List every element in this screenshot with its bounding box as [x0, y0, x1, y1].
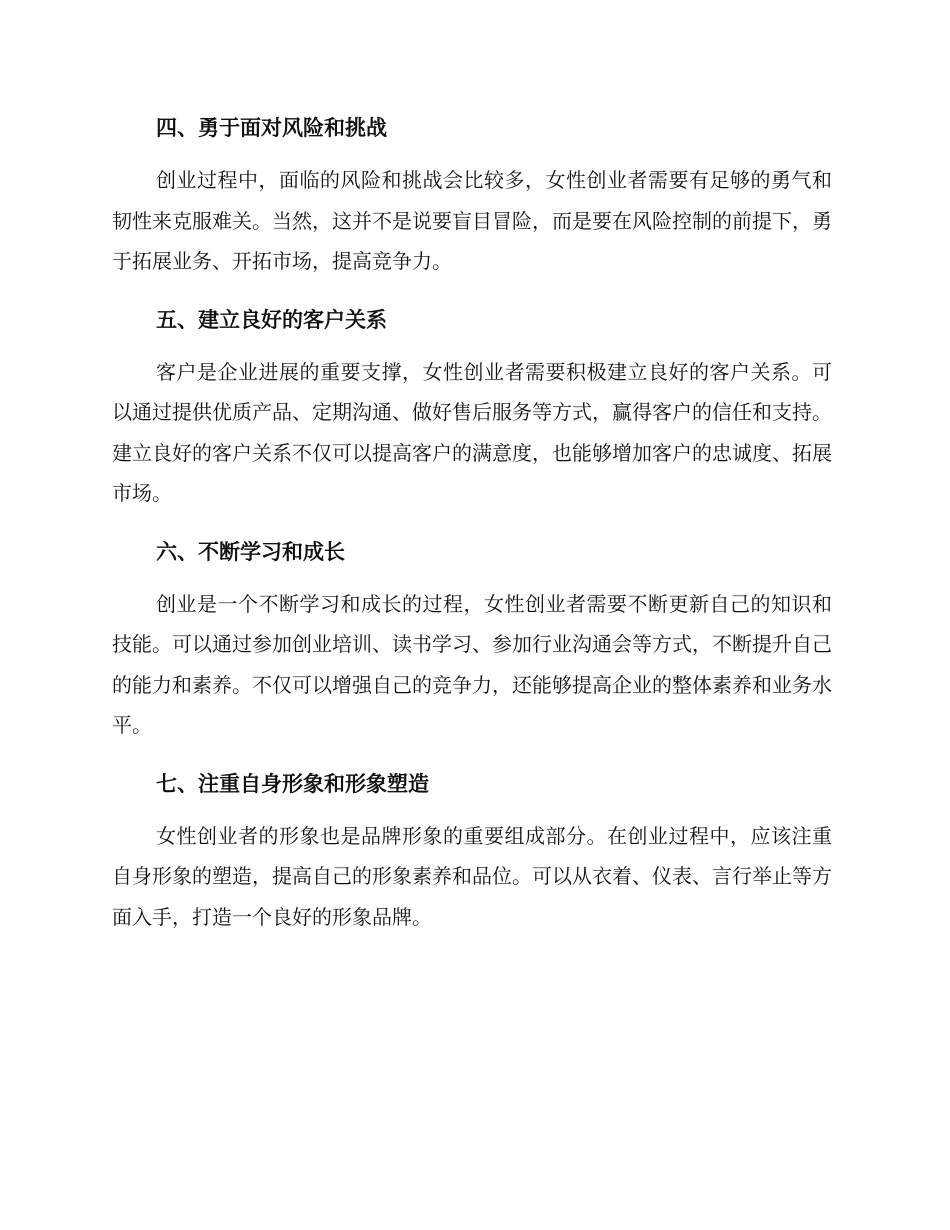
section-paragraph: 创业是一个不断学习和成长的过程，女性创业者需要不断更新自己的知识和技能。可以通过参加创业培训、读书学习、参加行业沟通会等方式，不断提升自己的能力和素养。不仅可以增强自己的竞争力，还能够提高企业的整体素养和业务水平。 [112, 591, 832, 737]
document-body [112, 108, 832, 955]
section-heading: 七、注重自身形象和形象塑造 [156, 771, 429, 796]
section-heading: 五、建立良好的客户关系 [156, 307, 387, 332]
section-heading: 四、勇于面对风险和挑战 [156, 116, 387, 140]
section-paragraph: 女性创业者的形象也是品牌形象的重要组成部分。在创业过程中，应该注重自身形象的塑造，提高自己的形象素养和品位。可以从衣着、仪表、言行举止等方面入手，打造一个良好的形象品牌。 [112, 823, 832, 929]
section-paragraph: 客户是企业进展的重要支撑，女性创业者需要积极建立良好的客户关系。可以通过提供优质产品、定期沟通、做好售后服务等方式，赢得客户的信任和支持。建立良好的客户关系不仅可以提高客户的满意度，也能够增加客户的忠诚度、拓展市场。 [112, 359, 832, 505]
section-paragraph: 创业过程中，面临的风险和挑战会比较多，女性创业者需要有足够的勇气和韧性来克服难关。当然，这并不是说要盲目冒险，而是要在风险控制的前提下，勇于拓展业务、开拓市场，提高竞争力。 [112, 168, 832, 273]
section-learning-growth [112, 532, 832, 746]
section-customer-relations [112, 300, 832, 514]
section-heading: 六、不断学习和成长 [156, 539, 345, 564]
section-risk-challenge [112, 108, 832, 282]
section-self-image [112, 764, 832, 938]
